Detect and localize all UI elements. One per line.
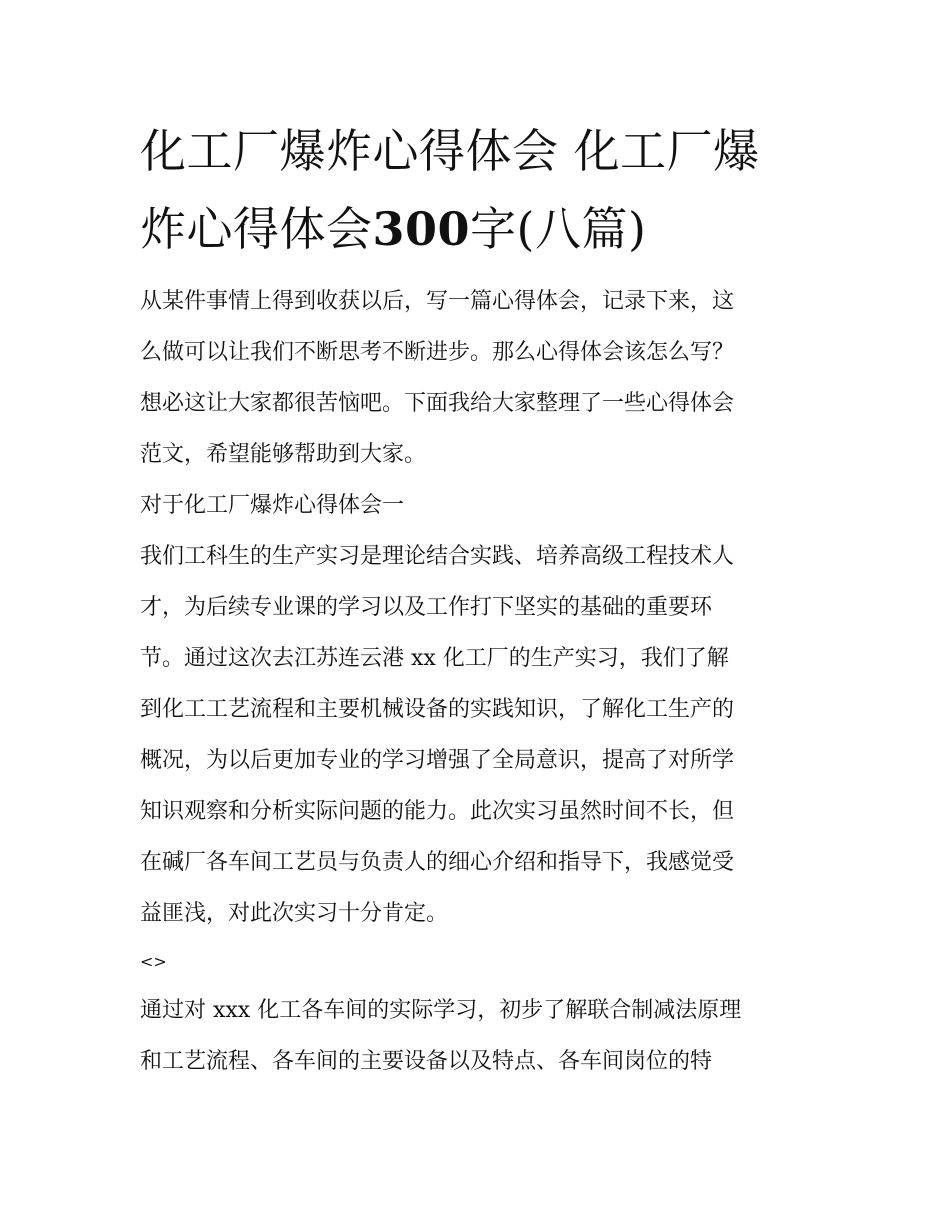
body-paragraph — [140, 985, 820, 1087]
text-line: <> — [140, 952, 167, 971]
text-line: 通过对 xxx 化工各车间的实际学习，初步了解联合制减法原理 — [140, 998, 742, 1023]
text-line: 么做可以让我们不断思考不断进步。那么心得体会该怎么写？ — [140, 340, 735, 365]
text-line: 概况，为以后更加专业的学习增强了全局意识，提高了对所学 — [140, 748, 735, 773]
text-line: 想必这让大家都很苦恼吧。下面我给大家整理了一些心得体会 — [140, 391, 735, 416]
text-line: 我们工科生的生产实习是理论结合实践、培养高级工程技术人 — [140, 544, 735, 569]
text-line: 对于化工厂爆炸心得体会一 — [140, 493, 405, 518]
section-heading — [140, 480, 820, 531]
text-line: 知识观察和分析实际问题的能力。此次实习虽然时间不长，但 — [140, 799, 735, 824]
title-line-2-post: 字(八篇) — [470, 202, 647, 256]
title-line-2-pre: 炸心得体会 — [140, 202, 373, 256]
document-body — [140, 276, 820, 1087]
text-line: 范文，希望能够帮助到大家。 — [140, 442, 427, 467]
title-line-1: 化工厂爆炸心得体会 化工厂爆 — [140, 124, 760, 178]
title-line-2 — [140, 190, 820, 268]
text-line: 和工艺流程、各车间的主要设备以及特点、各车间岗位的特 — [140, 1049, 713, 1074]
text-line: 益匪浅，对此次实习十分肯定。 — [140, 901, 449, 926]
intro-paragraph — [140, 276, 820, 480]
title-line-2-number: 300 — [372, 202, 471, 256]
text-line: 节。通过这次去江苏连云港 xx 化工厂的生产实习，我们了解 — [140, 646, 729, 671]
body-paragraph — [140, 531, 820, 939]
placeholder-marker — [140, 939, 820, 985]
text-line: 才，为后续专业课的学习以及工作打下坚实的基础的重要环 — [140, 595, 713, 620]
text-line: 从某件事情上得到收获以后，写一篇心得体会，记录下来，这 — [140, 289, 735, 314]
document-title — [140, 112, 820, 268]
text-line: 到化工工艺流程和主要机械设备的实践知识，了解化工生产的 — [140, 697, 735, 722]
text-line: 在碱厂各车间工艺员与负责人的细心介绍和指导下，我感觉受 — [140, 850, 735, 875]
